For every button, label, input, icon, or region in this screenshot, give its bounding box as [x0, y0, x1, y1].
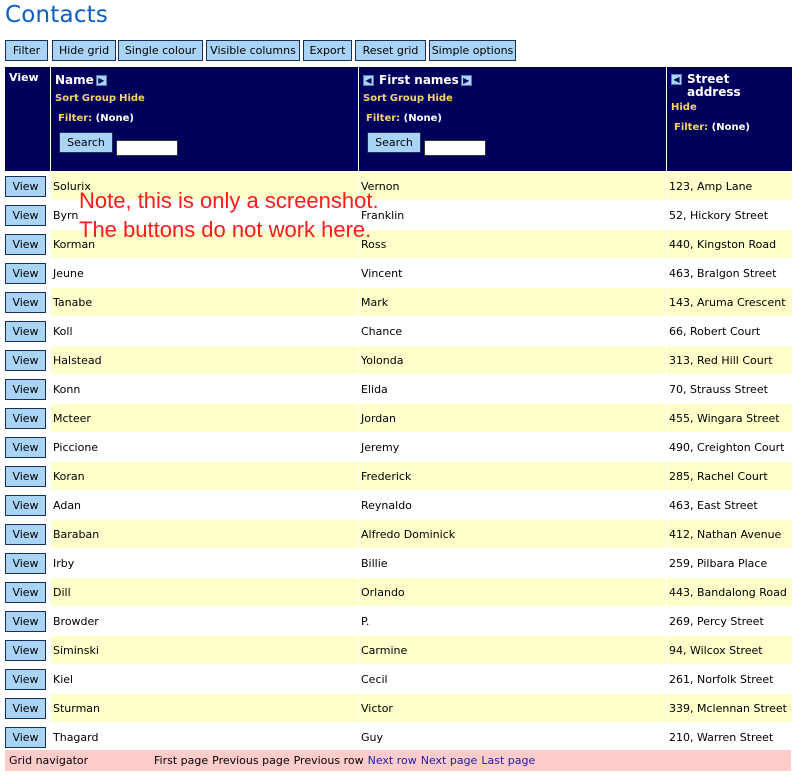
filter-label[interactable]: Filter: — [674, 122, 709, 133]
view-cell — [5, 723, 50, 751]
table-row — [5, 694, 792, 722]
next-row-link[interactable]: Next row — [367, 754, 417, 767]
table-row — [5, 288, 792, 316]
view-button[interactable]: View — [5, 524, 46, 545]
view-column-header: View — [5, 67, 50, 171]
first-names-cell: Elida — [359, 375, 666, 403]
name-cell: Tanabe — [51, 288, 358, 316]
first-names-cell: Ross — [359, 230, 666, 258]
view-button[interactable]: View — [5, 669, 46, 690]
table-row — [5, 723, 792, 751]
sort-link[interactable]: Sort — [55, 93, 79, 104]
filter-value: (None) — [403, 113, 442, 124]
name-cell: Jeune — [51, 259, 358, 287]
table-row — [5, 607, 792, 635]
first-names-cell: Reynaldo — [359, 491, 666, 519]
street-address-cell: 455, Wingara Street — [667, 404, 792, 432]
name-cell: Adan — [51, 491, 358, 519]
street-address-cell: 123, Amp Lane — [667, 172, 792, 200]
export-button[interactable]: Export — [303, 40, 352, 61]
first-names-cell: Carmine — [359, 636, 666, 664]
view-cell — [5, 491, 50, 519]
first-names-search-button[interactable]: Search — [367, 132, 421, 153]
view-cell — [5, 694, 50, 722]
hide-link[interactable]: Hide — [427, 93, 453, 104]
street-address-cell: 261, Norfolk Street — [667, 665, 792, 693]
street-address-cell: 412, Nathan Avenue — [667, 520, 792, 548]
view-button[interactable]: View — [5, 698, 46, 719]
table-row — [5, 665, 792, 693]
view-cell — [5, 288, 50, 316]
table-row — [5, 404, 792, 432]
table-row — [5, 317, 792, 345]
view-cell — [5, 317, 50, 345]
name-cell: Piccione — [51, 433, 358, 461]
street-address-cell: 490, Creighton Court — [667, 433, 792, 461]
group-link[interactable]: Group — [81, 93, 117, 104]
view-button[interactable]: View — [5, 611, 46, 632]
view-cell — [5, 433, 50, 461]
view-button[interactable]: View — [5, 379, 46, 400]
view-button[interactable]: View — [5, 176, 46, 197]
view-button[interactable]: View — [5, 495, 46, 516]
previous-row-link: Previous row — [293, 754, 364, 767]
view-button[interactable]: View — [5, 350, 46, 371]
table-row — [5, 549, 792, 577]
next-page-link[interactable]: Next page — [420, 754, 478, 767]
view-button[interactable]: View — [5, 234, 46, 255]
view-button[interactable]: View — [5, 263, 46, 284]
table-row — [5, 375, 792, 403]
view-cell — [5, 230, 50, 258]
first-names-cell: Orlando — [359, 578, 666, 606]
grid-body — [5, 172, 792, 751]
table-row — [5, 201, 792, 229]
table-row — [5, 172, 792, 200]
view-cell — [5, 665, 50, 693]
first-names-cell: Vincent — [359, 259, 666, 287]
first-names-search-input[interactable] — [424, 140, 486, 156]
move-right-icon[interactable]: ▶ — [461, 75, 472, 86]
first-names-cell: Frederick — [359, 462, 666, 490]
first-page-link: First page — [154, 754, 209, 767]
table-row — [5, 578, 792, 606]
view-cell — [5, 404, 50, 432]
street-address-cell: 66, Robert Court — [667, 317, 792, 345]
view-button[interactable]: View — [5, 205, 46, 226]
visible-columns-button[interactable]: Visible columns — [206, 40, 300, 61]
name-cell: Dill — [51, 578, 358, 606]
contacts-grid — [4, 66, 793, 752]
street-address-cell: 269, Percy Street — [667, 607, 792, 635]
street-address-column-header — [667, 67, 792, 171]
group-link[interactable]: Group — [389, 93, 425, 104]
street-address-cell: 463, East Street — [667, 491, 792, 519]
name-cell: Irby — [51, 549, 358, 577]
view-button[interactable]: View — [5, 640, 46, 661]
view-button[interactable]: View — [5, 553, 46, 574]
view-cell — [5, 607, 50, 635]
filter-value: (None) — [711, 122, 750, 133]
first-names-cell: Guy — [359, 723, 666, 751]
hide-grid-button[interactable]: Hide grid — [52, 40, 116, 61]
first-names-cell: Cecil — [359, 665, 666, 693]
street-address-cell: 443, Bandalong Road — [667, 578, 792, 606]
street-address-cell: 285, Rachel Court — [667, 462, 792, 490]
first-names-cell: Victor — [359, 694, 666, 722]
name-cell: Byrn — [51, 201, 358, 229]
table-row — [5, 636, 792, 664]
grid-navigator-label: Grid navigator — [9, 754, 89, 767]
hide-link[interactable]: Hide — [119, 93, 145, 104]
name-cell: Konn — [51, 375, 358, 403]
screenshot-note: Note, this is only a screenshot. The buttons do not work here. — [79, 188, 379, 242]
single-colour-button[interactable]: Single colour — [118, 40, 203, 61]
table-row — [5, 230, 792, 258]
street-address-cell: 70, Strauss Street — [667, 375, 792, 403]
filter-label[interactable]: Filter: — [58, 113, 93, 124]
first-names-cell: Jordan — [359, 404, 666, 432]
view-button[interactable]: View — [5, 292, 46, 313]
name-cell: Baraban — [51, 520, 358, 548]
simple-options-button[interactable]: Simple options — [429, 40, 516, 61]
view-cell — [5, 172, 50, 200]
view-cell — [5, 578, 50, 606]
filter-value: (None) — [95, 113, 134, 124]
first-names-cell: Jeremy — [359, 433, 666, 461]
page-title: Contacts — [5, 2, 109, 28]
name-cell: Kiel — [51, 665, 358, 693]
name-cell: Siminski — [51, 636, 358, 664]
street-address-cell: 52, Hickory Street — [667, 201, 792, 229]
street-address-cell: 463, Bralgon Street — [667, 259, 792, 287]
street-address-cell: 94, Wilcox Street — [667, 636, 792, 664]
name-search-input[interactable] — [116, 140, 178, 156]
table-row — [5, 520, 792, 548]
street-address-cell: 339, Mclennan Street — [667, 694, 792, 722]
table-row — [5, 346, 792, 374]
view-cell — [5, 201, 50, 229]
reset-grid-button[interactable]: Reset grid — [355, 40, 426, 61]
street-address-cell: 440, Kingston Road — [667, 230, 792, 258]
name-cell: Sturman — [51, 694, 358, 722]
name-cell: Thagard — [51, 723, 358, 751]
first-names-cell: Alfredo Dominick — [359, 520, 666, 548]
hide-link[interactable]: Hide — [671, 102, 697, 113]
view-button[interactable]: View — [5, 582, 46, 603]
first-names-column-header — [359, 67, 666, 171]
last-page-link[interactable]: Last page — [481, 754, 536, 767]
first-names-cell: Yolonda — [359, 346, 666, 374]
table-row — [5, 462, 792, 490]
first-names-cell: Vernon — [359, 172, 666, 200]
first-names-cell: Franklin — [359, 201, 666, 229]
move-left-icon[interactable]: ◀ — [671, 74, 682, 85]
name-cell: Browder — [51, 607, 358, 635]
name-column-header — [51, 67, 358, 171]
view-button[interactable]: View — [5, 408, 46, 429]
name-cell: Koll — [51, 317, 358, 345]
view-button[interactable]: View — [5, 437, 46, 458]
street-address-cell: 210, Warren Street — [667, 723, 792, 751]
first-names-cell: Billie — [359, 549, 666, 577]
name-cell: Halstead — [51, 346, 358, 374]
first-names-cell: Chance — [359, 317, 666, 345]
view-cell — [5, 549, 50, 577]
street-address-cell: 259, Pilbara Place — [667, 549, 792, 577]
column-title: First names — [379, 73, 459, 87]
first-names-cell: P. — [359, 607, 666, 635]
table-row — [5, 259, 792, 287]
grid-navigator — [5, 750, 791, 771]
move-left-icon[interactable]: ◀ — [363, 75, 374, 86]
table-row — [5, 491, 792, 519]
street-address-cell: 143, Aruma Crescent — [667, 288, 792, 316]
name-cell: Korman — [51, 230, 358, 258]
first-names-cell: Mark — [359, 288, 666, 316]
name-cell: Mcteer — [51, 404, 358, 432]
column-title: Street address — [687, 72, 741, 99]
move-right-icon[interactable]: ▶ — [96, 75, 107, 86]
name-search-button[interactable]: Search — [59, 132, 113, 153]
previous-page-link: Previous page — [212, 754, 290, 767]
view-cell — [5, 520, 50, 548]
sort-link[interactable]: Sort — [363, 93, 387, 104]
view-cell — [5, 462, 50, 490]
view-cell — [5, 375, 50, 403]
column-title: Name — [55, 73, 94, 87]
view-cell — [5, 259, 50, 287]
filter-label[interactable]: Filter: — [366, 113, 401, 124]
street-address-cell: 313, Red Hill Court — [667, 346, 792, 374]
filter-button[interactable]: Filter — [5, 40, 48, 61]
view-cell — [5, 346, 50, 374]
view-button[interactable]: View — [5, 466, 46, 487]
view-button[interactable]: View — [5, 321, 46, 342]
view-button[interactable]: View — [5, 727, 46, 748]
view-cell — [5, 636, 50, 664]
table-row — [5, 433, 792, 461]
name-cell: Solurix — [51, 172, 358, 200]
name-cell: Koran — [51, 462, 358, 490]
